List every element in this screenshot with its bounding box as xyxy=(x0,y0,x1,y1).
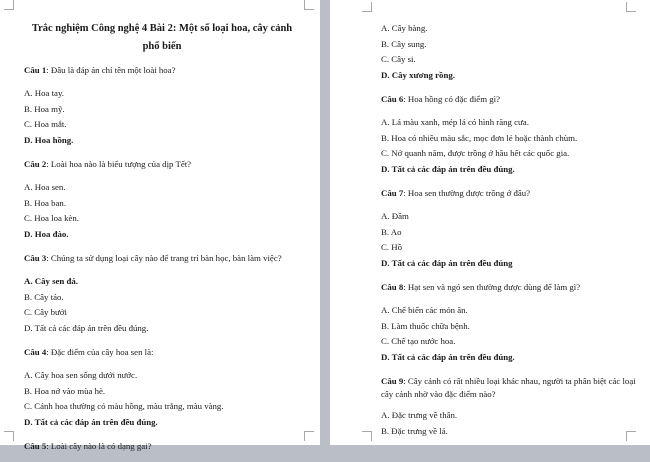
question-text xyxy=(24,252,310,265)
answer-option: B. Cây sung. xyxy=(381,38,427,49)
question-text xyxy=(24,440,310,453)
question-text xyxy=(24,158,310,171)
answer-option: C. Cây bưởi xyxy=(24,307,67,317)
question-number: Câu 8 xyxy=(381,282,404,292)
question-text xyxy=(381,93,640,106)
answer-option-correct: D. Cây xương rồng. xyxy=(381,69,455,80)
answer-option: C. Hồ xyxy=(381,242,403,252)
question-text xyxy=(381,187,640,200)
document-page-right xyxy=(330,0,650,445)
question-number: Câu 5 xyxy=(24,441,47,451)
question-number: Câu 6 xyxy=(381,94,404,104)
question-text xyxy=(24,64,310,77)
answer-option: B. Đặc trưng về lá. xyxy=(381,425,448,436)
answer-option: A. Đầm xyxy=(381,211,409,221)
answer-option: B. Ao xyxy=(381,226,402,237)
question-prompt: : Hoa sen thường được trồng ở đâu? xyxy=(403,188,531,198)
answer-option: A. Cây bàng. xyxy=(381,23,428,33)
answer-options xyxy=(24,86,310,148)
answer-option: B. Làm thuốc chữa bệnh. xyxy=(381,320,470,331)
answer-option: D. Tất cả các đáp án trên đều đúng. xyxy=(24,322,149,333)
question-list xyxy=(24,64,310,453)
document-title: Trắc nghiệm Công nghệ 4 Bài 2: Một số loại hoa, cây cảnh phổ biến xyxy=(31,23,293,52)
question-prompt: : Loài hoa nào là biểu tượng của dịp Tết? xyxy=(46,159,192,169)
answer-options xyxy=(381,303,640,365)
question-text xyxy=(381,281,640,294)
answer-options xyxy=(381,408,640,439)
answer-option: C. Hoa mắt. xyxy=(24,119,67,129)
answer-option: A. Hoa sen. xyxy=(24,182,66,192)
question-number: Câu 4 xyxy=(24,347,47,357)
answer-option-correct: D. Hoa hồng. xyxy=(24,134,74,145)
question-number: Câu 7 xyxy=(381,188,404,198)
question-prompt: : Đâu là đáp án chỉ tên một loài hoa? xyxy=(46,65,176,75)
answer-option: C. Nở quanh năm, được trồng ở hầu hết các quốc gia. xyxy=(381,148,570,158)
answer-option-correct: D. Tất cả các đáp án trên đều đúng xyxy=(381,257,513,268)
continued-options xyxy=(381,21,640,83)
answer-option: A. Hoa tay. xyxy=(24,88,64,98)
question-number: Câu 2 xyxy=(24,159,47,169)
page-content xyxy=(0,0,320,462)
answer-options xyxy=(24,180,310,242)
answer-option: C. Cây si. xyxy=(381,54,416,64)
answer-option-correct: D. Tất cả các đáp án trên đều đúng. xyxy=(24,416,158,427)
answer-option-correct: D. Tất cả các đáp án trên đều đúng. xyxy=(381,163,515,174)
answer-option-correct: D. Hoa đào. xyxy=(24,228,69,239)
answer-options xyxy=(381,209,640,271)
answer-option: C. Cánh hoa thường có màu hồng, màu trắng, màu vàng. xyxy=(24,401,224,411)
answer-option-correct: D. Tất cả các đáp án trên đều đúng. xyxy=(381,351,515,362)
question-prompt: : Hoa hồng có đặc điểm gì? xyxy=(403,94,500,104)
question-list xyxy=(381,93,640,439)
question-number: Câu 9 xyxy=(381,376,404,386)
answer-option: C. Chế tạo nước hoa. xyxy=(381,336,456,346)
answer-options xyxy=(24,368,310,430)
answer-options xyxy=(381,115,640,177)
question-prompt: : Hạt sen và ngó sen thường được dùng để làm gì? xyxy=(403,282,581,292)
answer-option: A. Chế biến các món ăn. xyxy=(381,305,468,315)
answer-option: B. Hoa có nhiều màu sắc, mọc đơn lẻ hoặc thành chùm. xyxy=(381,132,578,143)
question-prompt: : Đặc điểm của cây hoa sen là: xyxy=(46,347,154,357)
question-number: Câu 1 xyxy=(24,65,47,75)
answer-option: A. Cây hoa sen sống dưới nước. xyxy=(24,370,138,380)
question-text xyxy=(381,375,640,401)
question-number: Câu 3 xyxy=(24,253,47,263)
question-prompt: : Loài cây nào là có dạng gai? xyxy=(46,441,152,451)
question-prompt: : Chúng ta sử dụng loại cây nào để trang trí bàn học, bàn làm việc? xyxy=(46,253,282,263)
answer-option: B. Hoa ban. xyxy=(24,197,67,208)
answer-option: A. Đặc trưng về thân. xyxy=(381,410,458,420)
answer-option: A. Lá màu xanh, mép lá có hình răng cưa. xyxy=(381,117,529,127)
answer-option: C. Hoa loa kèn. xyxy=(24,213,79,223)
question-prompt: : Cây cảnh có rất nhiều loại khác nhau, người ta phân biệt các loại cây cảnh nhờ vào đặc điểm nào? xyxy=(381,376,636,399)
answer-option: B. Hoa nở vào mùa hè. xyxy=(24,385,106,396)
answer-option: B. Hoa mỹ. xyxy=(24,103,65,114)
question-text xyxy=(24,346,310,359)
page-content xyxy=(330,0,650,449)
document-page-left xyxy=(0,0,320,451)
answer-option-correct: A. Cây sen đá. xyxy=(24,276,79,286)
answer-options xyxy=(24,274,310,336)
answer-option: B. Cây táo. xyxy=(24,291,64,302)
